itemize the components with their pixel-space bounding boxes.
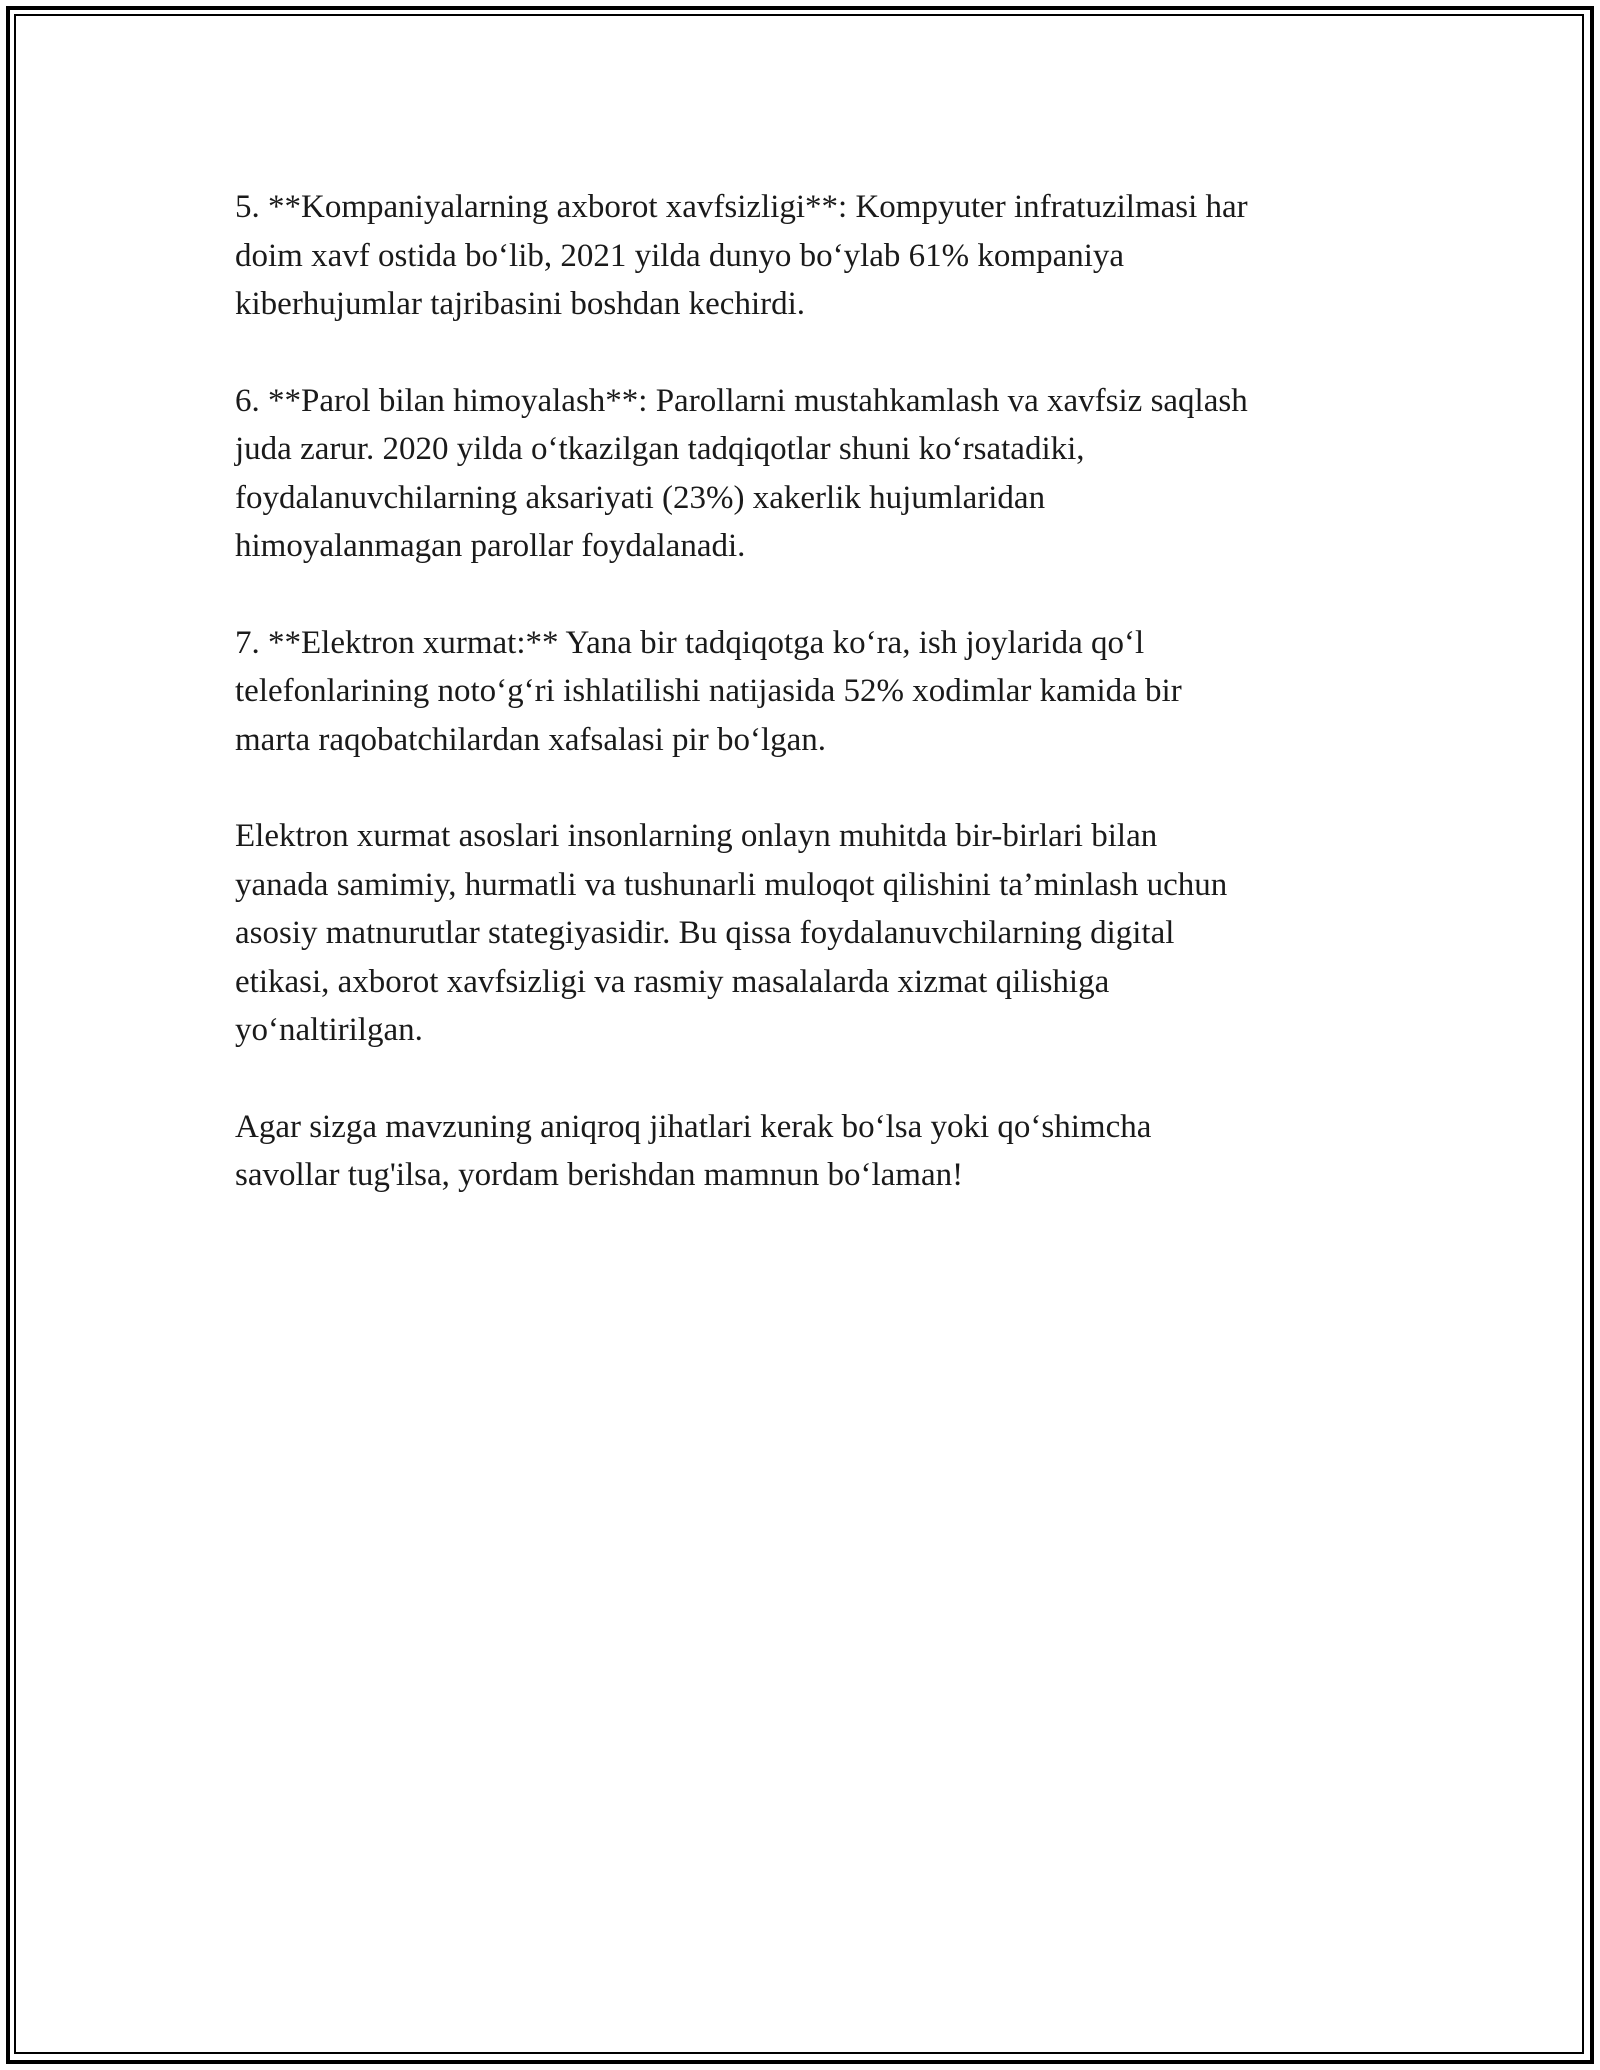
- document-body: [235, 183, 1405, 1248]
- paragraph-password-protection: 6. **Parol bilan himoyalash**: Parollarni mustahkamlash va xavfsiz saqlash juda zarur. 2020 yilda o‘tkazilgan tadqiqotlar shuni ko‘rsatadiki, foydalanuvchilarning aksariyati (23%) xakerlik hujumlaridan himoyalanmagan parollar foydalanadi.: [235, 382, 1248, 564]
- paragraph-etiquette-summary: Elektron xurmat asoslari insonlarning onlayn muhitda bir-birlari bilan yanada samimiy, hurmatli va tushunarli muloqot qilishini ta’minlash uchun asosiy matnurutlar stategiyasidir. Bu qissa foydalanuvchilarning digital etikasi, axborot xavfsizligi va rasmiy masalalarda xizmat qilishiga yo‘naltirilgan.: [235, 818, 1228, 1048]
- paragraph-closing: Agar sizga mavzuning aniqroq jihatlari kerak bo‘lsa yoki qo‘shimcha savollar tug'ilsa, yordam berishdan mamnun bo‘laman!: [235, 1108, 1152, 1193]
- paragraph-electronic-respect: 7. **Elektron xurmat:** Yana bir tadqiqotga ko‘ra, ish joylarida qo‘l telefonlarining noto‘g‘ri ishlatilishi natijasida 52% xodimlar kamida bir marta raqobatchilardan xafsalasi pir bo‘lgan.: [235, 624, 1182, 758]
- paragraph-company-security: 5. **Kompaniyalarning axborot xavfsizligi**: Kompyuter infratuzilmasi har doim xavf ostida bo‘lib, 2021 yilda dunyo bo‘ylab 61% kompaniya kiberhujumlar tajribasini boshdan kechirdi.: [235, 189, 1248, 322]
